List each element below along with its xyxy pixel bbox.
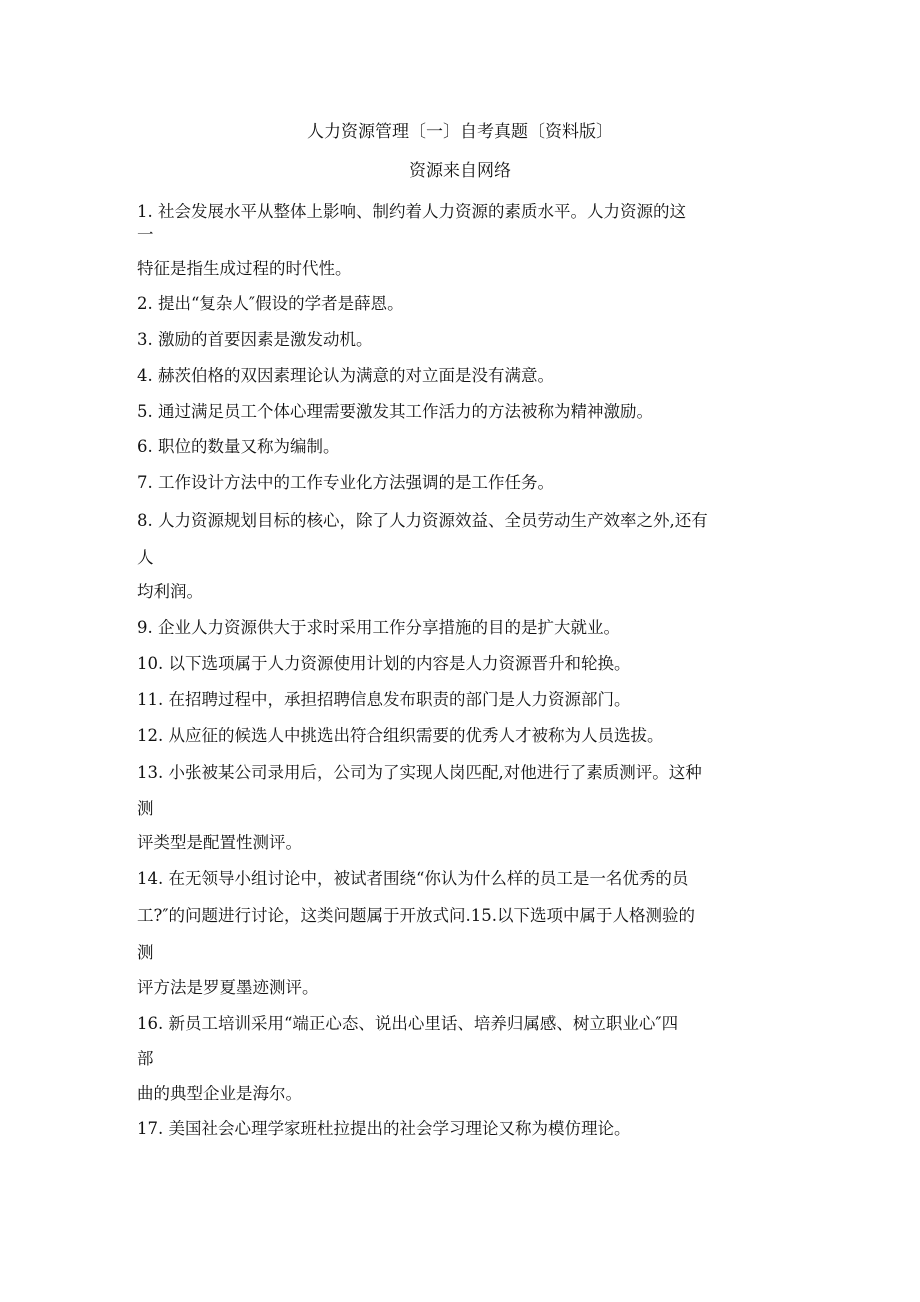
text-line: 12. 从应征的候选人中挑选出符合组织需要的优秀人才被称为人员选拔。 <box>137 726 664 745</box>
text-line: 13. 小张被某公司录用后，公司为了实现人岗匹配,对他进行了素质测评。这种 <box>137 763 702 782</box>
text-line: 4. 赫茨伯格的双因素理论认为满意的对立面是没有满意。 <box>137 366 554 385</box>
text-line: 工?″的问题进行讨论，这类问题属于开放式问.15.以下选项中属于人格测验的 <box>137 906 695 925</box>
text-line: 1. 社会发展水平从整体上影响、制约着人力资源的素质水平。人力资源的这 <box>137 202 686 221</box>
text-line: 测 <box>137 943 154 962</box>
text-line: 7. 工作设计方法中的工作专业化方法强调的是工作任务。 <box>137 473 554 492</box>
text-line: 人 <box>137 548 154 567</box>
text-line: 一 <box>137 225 154 244</box>
text-line: 5. 通过满足员工个体心理需要激发其工作活力的方法被称为精神激励。 <box>137 402 653 421</box>
text-line: 17. 美国社会心理学家班杜拉提出的社会学习理论又称为模仿理论。 <box>137 1119 631 1138</box>
text-line: 14. 在无领导小组讨论中，被试者围绕“你认为什么样的员工是一名优秀的员 <box>137 869 689 888</box>
document-title: 人力资源管理〔一〕自考真题〔资料版〕 <box>307 122 613 142</box>
text-line: 均利润。 <box>137 582 203 601</box>
text-line: 特征是指生成过程的时代性。 <box>137 259 352 278</box>
text-line: 8. 人力资源规划目标的核心，除了人力资源效益、全员劳动生产效率之外,还有 <box>137 511 708 530</box>
text-line: 2. 提出“复杂人″假设的学者是薛恩。 <box>137 294 404 313</box>
text-line: 16. 新员工培训采用“端正心态、说出心里话、培养归属感、树立职业心″四 <box>137 1014 679 1033</box>
text-line: 10. 以下选项属于人力资源使用计划的内容是人力资源晋升和轮换。 <box>137 654 631 673</box>
document-subtitle: 资源来自网络 <box>409 161 511 181</box>
text-line: 评类型是配置性测评。 <box>137 833 302 852</box>
text-line: 6. 职位的数量又称为编制。 <box>137 437 340 456</box>
text-line: 部 <box>137 1049 154 1068</box>
text-line: 曲的典型企业是海尔。 <box>137 1084 302 1103</box>
text-line: 测 <box>137 799 154 818</box>
text-line: 评方法是罗夏墨迹测评。 <box>137 978 319 997</box>
text-line: 11. 在招聘过程中，承担招聘信息发布职责的部门是人力资源部门。 <box>137 690 631 709</box>
text-line: 3. 激励的首要因素是激发动机。 <box>137 330 373 349</box>
text-line: 9. 企业人力资源供大于求时采用工作分享措施的目的是扩大就业。 <box>137 618 620 637</box>
